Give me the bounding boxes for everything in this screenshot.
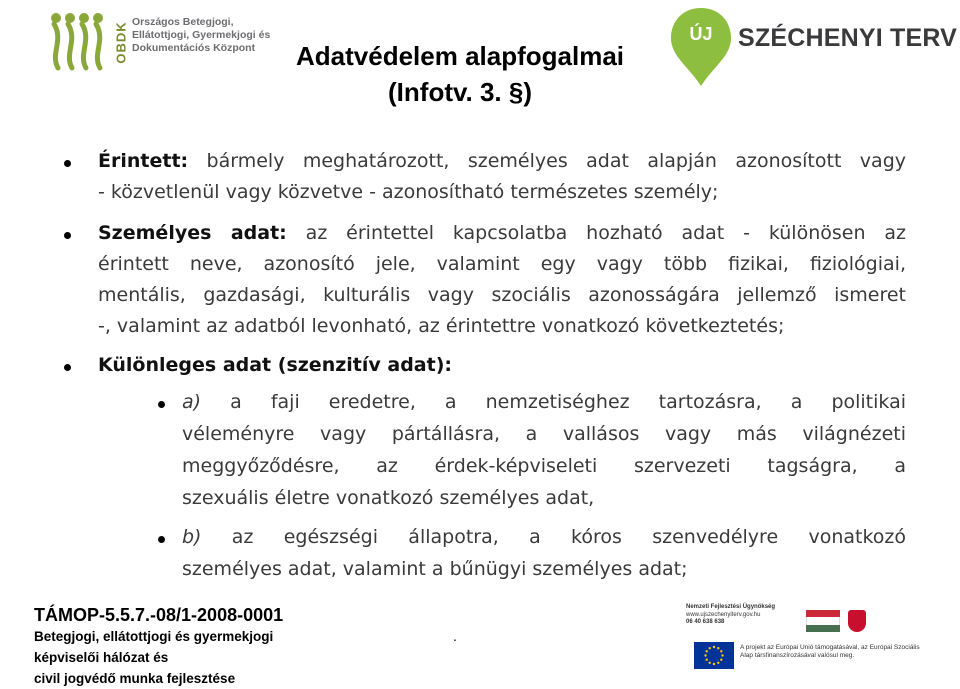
term-label: Érintett: <box>98 150 189 172</box>
szechenyi-badge-icon <box>668 6 734 88</box>
project-code: TÁMOP-5.5.7.-08/1-2008-0001 <box>34 605 284 625</box>
obdk-name <box>132 16 270 55</box>
page-title <box>270 38 650 110</box>
szechenyi-wordmark: SZÉCHENYI TERV <box>738 24 958 52</box>
obdk-acronym: OBDK <box>113 20 129 64</box>
nfu-url: www.ujszechenyiterv.gov.hu <box>686 611 761 618</box>
text-line <box>98 150 906 172</box>
bullet-marker <box>64 364 71 371</box>
term-label: Személyes adat: <box>98 222 287 244</box>
eu-funding-text: A projekt az Európai Unió támogatásával, az Európai Szociális Alap társfinanszírozásával valósul meg. <box>740 644 920 659</box>
text-line: - közvetlenül vagy közvetve - azonosítható természetes személy; <box>98 181 719 203</box>
project-line: civil jogvédő munka fejlesztése <box>34 671 236 686</box>
project-line: képviselői hálózat és <box>34 650 169 665</box>
szechenyi-badge-text: ÚJ <box>689 24 713 44</box>
project-line: Betegjogi, ellátottjogi és gyermekjogi <box>34 629 274 644</box>
term-label: Különleges adat (szenzitív adat): <box>98 354 452 376</box>
title-line-1: Adatvédelem alapfogalmai <box>296 41 624 71</box>
nfu-info <box>686 604 786 627</box>
eu-flag-icon <box>694 642 734 669</box>
obdk-name-line: Országos Betegjogi, <box>132 16 234 28</box>
nfu-phone: 06 40 638 638 <box>686 619 725 625</box>
hungarian-flag-icon <box>806 610 840 632</box>
text-line: szexuális életre vonatkozó személyes adat, <box>182 487 595 509</box>
title-line-2: (Infotv. 3. §) <box>388 77 532 107</box>
footer-dot: . <box>453 628 457 644</box>
footer-project-info <box>34 604 283 689</box>
szechenyi-terv-logo <box>668 6 958 88</box>
text-line <box>182 526 906 548</box>
text-line <box>98 354 452 376</box>
text-line <box>182 391 906 413</box>
definition-text: az érintettel kapcsolatba hozható adat - különösen az <box>286 222 906 244</box>
list-marker: a) <box>182 391 202 413</box>
list-marker: b) <box>182 526 202 548</box>
text-line: érintett neve, azonosító jele, valamint egy vagy több fizikai, fiziológiai, <box>98 253 906 275</box>
text-line: személyes adat, valamint a bűnügyi személyes adat; <box>182 558 688 580</box>
coat-of-arms-icon <box>848 610 866 632</box>
text-line <box>98 222 906 244</box>
nfu-name: Nemzeti Fejlesztési Ügynökség <box>686 604 776 610</box>
obdk-name-line: Dokumentációs Központ <box>132 42 256 54</box>
bullet-marker <box>64 160 71 167</box>
text-line: meggyőződésre, az érdek-képviseleti szervezeti tagságra, a <box>182 455 906 477</box>
item-text: az egészségi állapotra, a kóros szenvedélyre vonatkozó <box>201 526 906 548</box>
obdk-logo-icon <box>44 10 118 74</box>
sub-bullet-marker <box>158 401 165 408</box>
footer-eu-block <box>686 604 930 676</box>
sub-bullet-marker <box>158 536 165 543</box>
item-text: a faji eredetre, a nemzetiséghez tartozásra, a politikai <box>201 391 906 413</box>
obdk-name-line: Ellátottjogi, Gyermekjogi és <box>132 29 271 41</box>
bullet-marker <box>64 232 71 239</box>
obdk-logo <box>44 10 276 76</box>
definition-text: bármely meghatározott, személyes adat alapján azonosított vagy <box>188 150 906 172</box>
text-line: mentális, gazdasági, kulturális vagy szociális azonosságára jellemző ismeret <box>98 284 906 306</box>
text-line: véleményre vagy pártállásra, a vallásos vagy más világnézeti <box>182 423 906 445</box>
text-line: -, valamint az adatból levonható, az érintettre vonatkozó következtetés; <box>98 315 785 337</box>
